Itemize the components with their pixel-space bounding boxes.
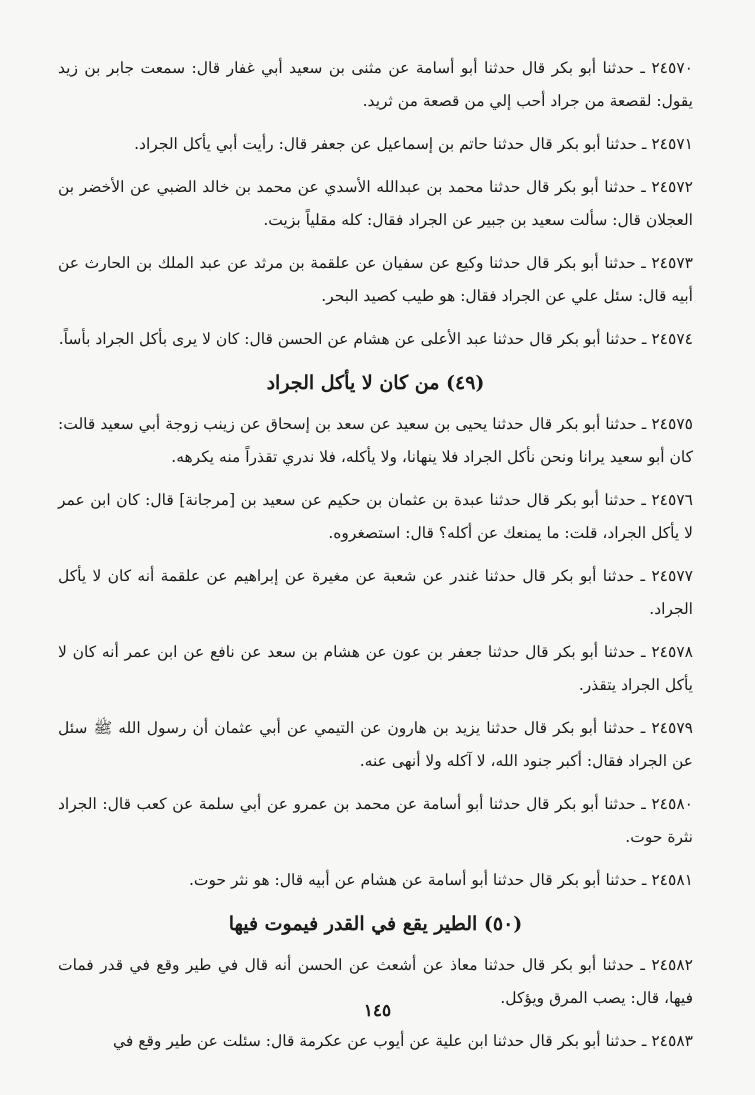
section-heading-50: (٥٠) الطير يقع في القدر فيموت فيها <box>228 913 523 935</box>
hadith-entry-24573: ٢٤٥٧٣ ـ حدثنا أبو بكر قال حدثنا وكيع عن سفيان عن علقمة بن مرثد عن عبد الملك بن الحارث عن أبيه قال: سئل علي عن الجراد فقال: هو طيب كصيد البحر. <box>58 254 693 305</box>
hadith-entry-24581: ٢٤٥٨١ ـ حدثنا أبو بكر قال حدثنا أبو أسامة عن هشام عن أبيه قال: هو نثر حوت. <box>188 871 693 889</box>
section-heading-49: (٤٩) من كان لا يأكل الجراد <box>266 372 485 394</box>
hadith-entry-24579: ٢٤٥٧٩ ـ حدثنا أبو بكر قال حدثنا يزيد بن هارون عن التيمي عن أبي عثمان أن رسول الله ﷺ سئل عن الجراد فقال: أكبر جنود الله، لا آكله ولا أنهى عنه. <box>58 719 693 770</box>
hadith-entry-24580: ٢٤٥٨٠ ـ حدثنا أبو بكر قال حدثنا أبو أسامة عن محمد بن عمرو عن أبي سلمة عن كعب قال: الجراد نثرة حوت. <box>58 795 693 846</box>
hadith-entry-24574: ٢٤٥٧٤ ـ حدثنا أبو بكر قال حدثنا عبد الأعلى عن هشام عن الحسن قال: كان لا يرى بأكل الجراد بأساً. <box>58 330 693 348</box>
hadith-entry-24578: ٢٤٥٧٨ ـ حدثنا أبو بكر قال حدثنا جعفر بن عون عن هشام بن سعد عن نافع عن ابن عمر أنه كان لا يأكل الجراد يتقذر. <box>58 643 693 694</box>
hadith-entry-24582: ٢٤٥٨٢ ـ حدثنا أبو بكر قال حدثنا معاذ عن أشعث عن الحسن أنه قال في طير وقع في قدر فمات فيها، قال: يصب المرق ويؤكل. <box>58 956 693 1007</box>
hadith-entry-24583: ٢٤٥٨٣ ـ حدثنا أبو بكر قال حدثنا ابن علية عن أيوب عن عكرمة قال: سئلت عن طير وقع في <box>113 1032 693 1050</box>
hadith-entry-24577: ٢٤٥٧٧ ـ حدثنا أبو بكر قال حدثنا غندر عن شعبة عن مغيرة عن إبراهيم عن علقمة أنه كان لا يأكل الجراد. <box>58 567 693 618</box>
hadith-entry-24572: ٢٤٥٧٢ ـ حدثنا أبو بكر قال حدثنا محمد بن عبدالله الأسدي عن محمد بن خالد الضبي عن الأخضر بن العجلان قال: سألت سعيد بن جبير عن الجراد فقال: كله مقلياً بزيت. <box>58 178 693 229</box>
hadith-entry-24575: ٢٤٥٧٥ ـ حدثنا أبو بكر قال حدثنا يحيى بن سعيد عن سعد بن إسحاق عن زينب زوجة أبي سعيد قالت: كان أبو سعيد يرانا ونحن نأكل الجراد فلا ينهانا، ولا يأكله، فلا ندري تقذراً منه يكرهه. <box>58 415 693 466</box>
hadith-entry-24571: ٢٤٥٧١ ـ حدثنا أبو بكر قال حدثنا حاتم بن إسماعيل عن جعفر قال: رأيت أبي يأكل الجراد. <box>134 135 693 153</box>
hadith-entry-24576: ٢٤٥٧٦ ـ حدثنا أبو بكر قال حدثنا عبدة بن عثمان بن حكيم عن سعيد بن [مرجانة] قال: كان ابن عمر لا يأكل الجراد، قلت: ما يمنعك عن أكله؟ قال: استصغروه. <box>58 491 693 542</box>
hadith-entry-24570: ٢٤٥٧٠ ـ حدثنا أبو بكر قال حدثنا أبو أسامة عن مثنى بن سعيد أبي غفار قال: سمعت جابر بن زيد يقول: لقصعة من جراد أحب إلي من قصعة من ثريد. <box>58 59 693 110</box>
page-number: ١٤٥ <box>363 1001 392 1021</box>
page-body <box>58 52 693 1058</box>
